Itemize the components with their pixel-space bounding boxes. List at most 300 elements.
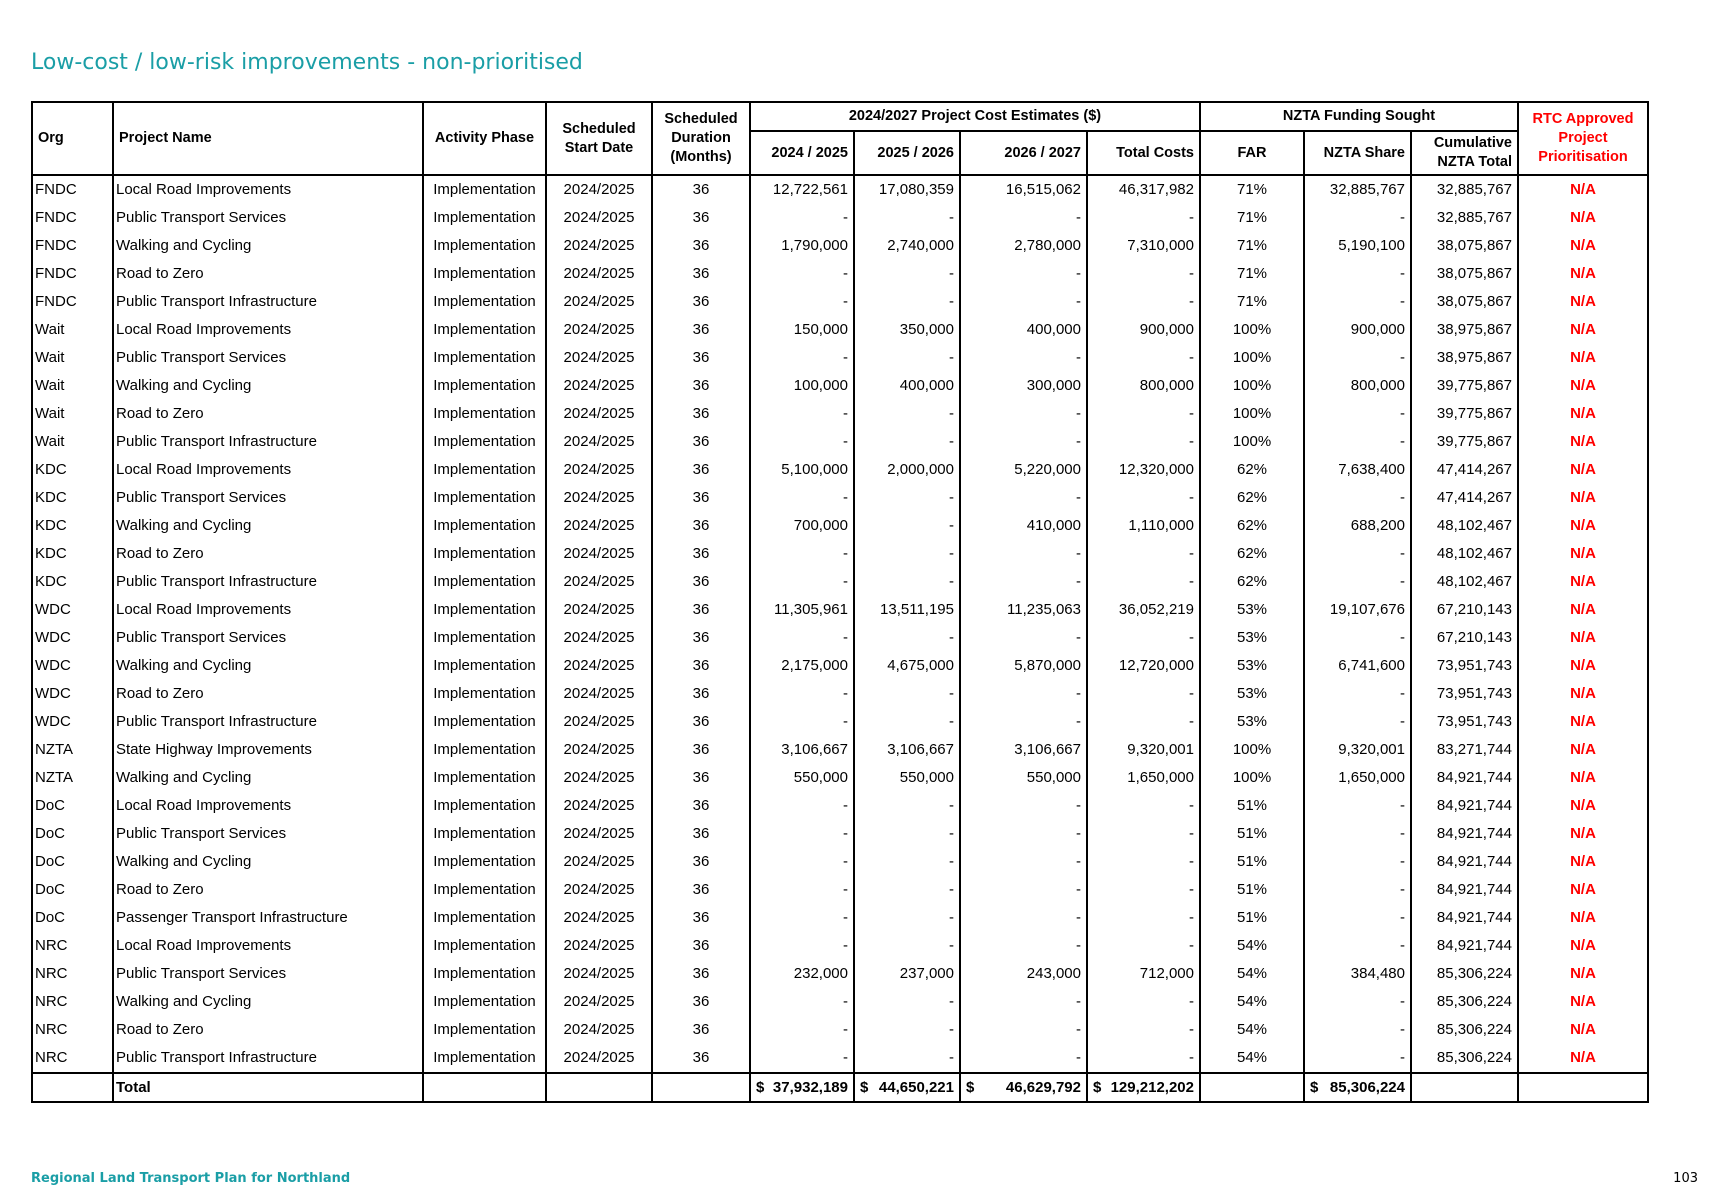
start-date-cell: 2024/2025 [546,652,652,680]
start-date-cell: 2024/2025 [546,736,652,764]
start-date-cell: 2024/2025 [546,540,652,568]
cost-2025-cell: - [854,400,960,428]
start-date-cell: 2024/2025 [546,792,652,820]
activity-phase-cell: Implementation [423,988,546,1016]
rtc-cell: N/A [1518,568,1648,596]
totals-far-cell [1200,1073,1304,1102]
far-cell: 100% [1200,316,1304,344]
activity-phase-cell: Implementation [423,736,546,764]
table-row [32,456,1648,484]
cost-2024-cell: - [750,204,854,232]
header-scheduled-duration: Scheduled Duration (Months) [652,102,750,175]
totals-nzta-share: $ 85,306,224 [1304,1073,1411,1102]
project-name-cell: Passenger Transport Infrastructure [113,904,423,932]
cumulative-cell: 47,414,267 [1411,484,1518,512]
project-name-cell: Walking and Cycling [113,988,423,1016]
table-row [32,288,1648,316]
rtc-cell: N/A [1518,232,1648,260]
cost-2025-cell: - [854,428,960,456]
project-name-cell: Road to Zero [113,680,423,708]
start-date-cell: 2024/2025 [546,876,652,904]
cumulative-cell: 38,075,867 [1411,232,1518,260]
duration-cell: 36 [652,512,750,540]
far-cell: 51% [1200,792,1304,820]
nzta-share-cell: 1,650,000 [1304,764,1411,792]
rtc-cell: N/A [1518,175,1648,204]
cost-2026-cell: 400,000 [960,316,1087,344]
table-row [32,400,1648,428]
cost-2024-cell: 150,000 [750,316,854,344]
header-rtc-approved: RTC Approved Project Prioritisation [1518,102,1648,175]
duration-cell: 36 [652,988,750,1016]
total-costs-cell: 1,110,000 [1087,512,1200,540]
start-date-cell: 2024/2025 [546,764,652,792]
cost-2025-cell: 350,000 [854,316,960,344]
rtc-cell: N/A [1518,540,1648,568]
duration-cell: 36 [652,596,750,624]
nzta-share-cell: - [1304,792,1411,820]
rtc-cell: N/A [1518,988,1648,1016]
table-row [32,1016,1648,1044]
total-costs-cell: - [1087,288,1200,316]
rtc-cell: N/A [1518,596,1648,624]
cost-2024-cell: - [750,680,854,708]
total-costs-cell: - [1087,624,1200,652]
start-date-cell: 2024/2025 [546,680,652,708]
activity-phase-cell: Implementation [423,1044,546,1073]
activity-phase-cell: Implementation [423,204,546,232]
cost-2025-cell: - [854,568,960,596]
table-row [32,512,1648,540]
cost-2025-cell: 400,000 [854,372,960,400]
org-cell: Wait [32,344,113,372]
cost-2024-cell: - [750,260,854,288]
cost-2024-cell: - [750,1044,854,1073]
cost-2026-cell: - [960,568,1087,596]
far-cell: 53% [1200,596,1304,624]
total-costs-cell: 7,310,000 [1087,232,1200,260]
duration-cell: 36 [652,680,750,708]
total-costs-cell: 12,320,000 [1087,456,1200,484]
cost-2025-cell: 13,511,195 [854,596,960,624]
cost-2026-cell: - [960,624,1087,652]
rtc-cell: N/A [1518,1044,1648,1073]
cost-2026-cell: - [960,680,1087,708]
project-name-cell: Public Transport Services [113,960,423,988]
table-row [32,988,1648,1016]
nzta-share-cell: 7,638,400 [1304,456,1411,484]
duration-cell: 36 [652,400,750,428]
table-row [32,876,1648,904]
page-number: 103 [1673,1171,1698,1186]
project-name-cell: Public Transport Infrastructure [113,568,423,596]
totals-org-cell [32,1073,113,1102]
totals-cumulative-cell [1411,1073,1518,1102]
duration-cell: 36 [652,1044,750,1073]
duration-cell: 36 [652,540,750,568]
nzta-share-cell: 384,480 [1304,960,1411,988]
total-costs-cell: - [1087,680,1200,708]
nzta-share-cell: - [1304,260,1411,288]
cost-2026-cell: - [960,1016,1087,1044]
cost-2024-cell: - [750,820,854,848]
project-name-cell: Public Transport Services [113,484,423,512]
cost-2026-cell: - [960,932,1087,960]
table-row [32,344,1648,372]
cost-2024-cell: - [750,792,854,820]
start-date-cell: 2024/2025 [546,904,652,932]
cumulative-cell: 47,414,267 [1411,456,1518,484]
cost-2024-cell: 700,000 [750,512,854,540]
far-cell: 71% [1200,288,1304,316]
start-date-cell: 2024/2025 [546,1016,652,1044]
cost-2026-cell: - [960,204,1087,232]
nzta-share-cell: - [1304,988,1411,1016]
org-cell: FNDC [32,232,113,260]
table-row [32,260,1648,288]
cumulative-cell: 73,951,743 [1411,708,1518,736]
cost-2024-cell: - [750,1016,854,1044]
cost-2025-cell: - [854,708,960,736]
total-costs-cell: - [1087,932,1200,960]
table-row [32,596,1648,624]
cumulative-cell: 73,951,743 [1411,652,1518,680]
table-row [32,428,1648,456]
header-far: FAR [1200,131,1304,175]
table-row [32,484,1648,512]
duration-cell: 36 [652,232,750,260]
total-costs-cell: - [1087,904,1200,932]
cost-2024-cell: - [750,400,854,428]
table-row [32,820,1648,848]
cost-2024-cell: - [750,540,854,568]
table-row [32,175,1648,204]
nzta-share-cell: - [1304,540,1411,568]
start-date-cell: 2024/2025 [546,820,652,848]
cost-2026-cell: 3,106,667 [960,736,1087,764]
total-costs-cell: 712,000 [1087,960,1200,988]
cost-2025-cell: 237,000 [854,960,960,988]
cost-2025-cell: - [854,540,960,568]
table-row [32,652,1648,680]
far-cell: 54% [1200,932,1304,960]
duration-cell: 36 [652,260,750,288]
nzta-share-cell: - [1304,624,1411,652]
far-cell: 51% [1200,820,1304,848]
nzta-share-cell: - [1304,568,1411,596]
total-costs-cell: - [1087,568,1200,596]
cumulative-cell: 73,951,743 [1411,680,1518,708]
cost-2025-cell: 17,080,359 [854,175,960,204]
org-cell: KDC [32,456,113,484]
duration-cell: 36 [652,456,750,484]
start-date-cell: 2024/2025 [546,456,652,484]
totals-row [32,1073,1648,1102]
table-row [32,316,1648,344]
cumulative-cell: 38,075,867 [1411,288,1518,316]
org-cell: KDC [32,568,113,596]
rtc-cell: N/A [1518,456,1648,484]
org-cell: FNDC [32,204,113,232]
table-row [32,708,1648,736]
activity-phase-cell: Implementation [423,512,546,540]
rtc-cell: N/A [1518,204,1648,232]
cumulative-cell: 85,306,224 [1411,960,1518,988]
activity-phase-cell: Implementation [423,456,546,484]
far-cell: 100% [1200,428,1304,456]
nzta-share-cell: - [1304,344,1411,372]
activity-phase-cell: Implementation [423,568,546,596]
cost-2025-cell: - [854,204,960,232]
duration-cell: 36 [652,204,750,232]
activity-phase-cell: Implementation [423,932,546,960]
total-costs-cell: - [1087,204,1200,232]
header-year-2025: 2025 / 2026 [854,131,960,175]
header-total-costs: Total Costs [1087,131,1200,175]
far-cell: 100% [1200,400,1304,428]
header-activity-phase: Activity Phase [423,102,546,175]
total-costs-cell: - [1087,848,1200,876]
start-date-cell: 2024/2025 [546,372,652,400]
total-costs-cell: 46,317,982 [1087,175,1200,204]
activity-phase-cell: Implementation [423,848,546,876]
nzta-share-cell: 688,200 [1304,512,1411,540]
activity-phase-cell: Implementation [423,960,546,988]
cost-2024-cell: - [750,876,854,904]
start-date-cell: 2024/2025 [546,288,652,316]
nzta-share-cell: - [1304,428,1411,456]
cost-2026-cell: 11,235,063 [960,596,1087,624]
cost-2024-cell: 2,175,000 [750,652,854,680]
far-cell: 62% [1200,568,1304,596]
cumulative-cell: 85,306,224 [1411,988,1518,1016]
cost-2024-cell: - [750,344,854,372]
total-costs-cell: - [1087,1016,1200,1044]
nzta-share-cell: 32,885,767 [1304,175,1411,204]
total-costs-cell: 800,000 [1087,372,1200,400]
cost-2024-cell: 100,000 [750,372,854,400]
activity-phase-cell: Implementation [423,288,546,316]
project-name-cell: Public Transport Infrastructure [113,288,423,316]
table-row [32,792,1648,820]
cost-2026-cell: - [960,344,1087,372]
projects-table [31,101,1649,1103]
cumulative-cell: 38,975,867 [1411,316,1518,344]
duration-cell: 36 [652,428,750,456]
rtc-cell: N/A [1518,1016,1648,1044]
totals-rtc-cell [1518,1073,1648,1102]
start-date-cell: 2024/2025 [546,624,652,652]
table-row [32,624,1648,652]
rtc-cell: N/A [1518,316,1648,344]
cost-2026-cell: 410,000 [960,512,1087,540]
cumulative-cell: 85,306,224 [1411,1044,1518,1073]
activity-phase-cell: Implementation [423,175,546,204]
nzta-share-cell: 19,107,676 [1304,596,1411,624]
table-row [32,372,1648,400]
start-date-cell: 2024/2025 [546,428,652,456]
cost-2025-cell: 550,000 [854,764,960,792]
org-cell: FNDC [32,260,113,288]
activity-phase-cell: Implementation [423,596,546,624]
org-cell: WDC [32,680,113,708]
table-row [32,736,1648,764]
cost-2026-cell: 550,000 [960,764,1087,792]
cost-2024-cell: - [750,708,854,736]
table-row [32,680,1648,708]
cost-2026-cell: 5,220,000 [960,456,1087,484]
cumulative-cell: 32,885,767 [1411,204,1518,232]
org-cell: NRC [32,1044,113,1073]
rtc-cell: N/A [1518,372,1648,400]
start-date-cell: 2024/2025 [546,232,652,260]
cost-2025-cell: - [854,1044,960,1073]
cost-2026-cell: - [960,988,1087,1016]
start-date-cell: 2024/2025 [546,1044,652,1073]
cost-2025-cell: 2,000,000 [854,456,960,484]
far-cell: 71% [1200,232,1304,260]
activity-phase-cell: Implementation [423,764,546,792]
total-costs-cell: 1,650,000 [1087,764,1200,792]
total-costs-cell: - [1087,428,1200,456]
duration-cell: 36 [652,848,750,876]
cumulative-cell: 39,775,867 [1411,400,1518,428]
rtc-cell: N/A [1518,848,1648,876]
cost-2026-cell: - [960,708,1087,736]
totals-year-2026: $ 46,629,792 [960,1073,1087,1102]
rtc-cell: N/A [1518,932,1648,960]
activity-phase-cell: Implementation [423,680,546,708]
total-costs-cell: - [1087,1044,1200,1073]
total-costs-cell: - [1087,876,1200,904]
project-name-cell: Public Transport Infrastructure [113,708,423,736]
cost-2026-cell: 5,870,000 [960,652,1087,680]
far-cell: 53% [1200,652,1304,680]
activity-phase-cell: Implementation [423,232,546,260]
org-cell: Wait [32,372,113,400]
table-row [32,960,1648,988]
nzta-share-cell: - [1304,484,1411,512]
cost-2026-cell: - [960,260,1087,288]
nzta-share-cell: - [1304,708,1411,736]
total-costs-cell: - [1087,708,1200,736]
cost-2025-cell: - [854,820,960,848]
rtc-cell: N/A [1518,260,1648,288]
duration-cell: 36 [652,876,750,904]
activity-phase-cell: Implementation [423,484,546,512]
table-row [32,764,1648,792]
cost-2024-cell: 5,100,000 [750,456,854,484]
cost-2024-cell: 550,000 [750,764,854,792]
cost-2025-cell: - [854,792,960,820]
total-costs-cell: - [1087,260,1200,288]
far-cell: 100% [1200,736,1304,764]
activity-phase-cell: Implementation [423,372,546,400]
project-name-cell: Local Road Improvements [113,932,423,960]
cumulative-cell: 84,921,744 [1411,904,1518,932]
cost-2026-cell: - [960,848,1087,876]
project-name-cell: Public Transport Services [113,204,423,232]
project-name-cell: Local Road Improvements [113,792,423,820]
start-date-cell: 2024/2025 [546,204,652,232]
start-date-cell: 2024/2025 [546,932,652,960]
cost-2025-cell: - [854,288,960,316]
org-cell: WDC [32,596,113,624]
table-row [32,932,1648,960]
far-cell: 53% [1200,708,1304,736]
org-cell: WDC [32,652,113,680]
activity-phase-cell: Implementation [423,820,546,848]
org-cell: DoC [32,904,113,932]
cost-2024-cell: - [750,904,854,932]
cumulative-cell: 84,921,744 [1411,876,1518,904]
org-cell: DoC [32,876,113,904]
project-name-cell: Local Road Improvements [113,316,423,344]
cost-2026-cell: 300,000 [960,372,1087,400]
start-date-cell: 2024/2025 [546,175,652,204]
cost-2024-cell: 11,305,961 [750,596,854,624]
duration-cell: 36 [652,316,750,344]
far-cell: 54% [1200,1016,1304,1044]
start-date-cell: 2024/2025 [546,960,652,988]
table-body [32,175,1648,1073]
table-row [32,1044,1648,1073]
table-row [32,904,1648,932]
project-name-cell: Walking and Cycling [113,652,423,680]
totals-label: Total [113,1073,423,1102]
cumulative-cell: 48,102,467 [1411,568,1518,596]
cumulative-cell: 38,975,867 [1411,344,1518,372]
nzta-share-cell: - [1304,876,1411,904]
org-cell: NRC [32,932,113,960]
org-cell: DoC [32,792,113,820]
cost-2025-cell: 2,740,000 [854,232,960,260]
cost-2026-cell: 16,515,062 [960,175,1087,204]
totals-year-2024: $ 37,932,189 [750,1073,854,1102]
far-cell: 51% [1200,876,1304,904]
cumulative-cell: 39,775,867 [1411,372,1518,400]
org-cell: WDC [32,624,113,652]
rtc-cell: N/A [1518,708,1648,736]
header-funding-sought-group: NZTA Funding Sought [1200,102,1518,131]
far-cell: 100% [1200,344,1304,372]
total-costs-cell: - [1087,400,1200,428]
activity-phase-cell: Implementation [423,428,546,456]
org-cell: DoC [32,820,113,848]
total-costs-cell: - [1087,540,1200,568]
cost-2025-cell: - [854,876,960,904]
nzta-share-cell: - [1304,904,1411,932]
duration-cell: 36 [652,484,750,512]
total-costs-cell: - [1087,988,1200,1016]
rtc-cell: N/A [1518,484,1648,512]
rtc-cell: N/A [1518,764,1648,792]
cumulative-cell: 48,102,467 [1411,512,1518,540]
page-title: Low-cost / low-risk improvements - non-prioritised [31,50,583,75]
totals-duration-cell [652,1073,750,1102]
cost-2024-cell: - [750,568,854,596]
nzta-share-cell: 800,000 [1304,372,1411,400]
cost-2025-cell: - [854,512,960,540]
far-cell: 51% [1200,848,1304,876]
project-name-cell: Local Road Improvements [113,175,423,204]
header-nzta-share: NZTA Share [1304,131,1411,175]
total-costs-cell: - [1087,484,1200,512]
nzta-share-cell: - [1304,288,1411,316]
start-date-cell: 2024/2025 [546,316,652,344]
org-cell: NZTA [32,736,113,764]
rtc-cell: N/A [1518,904,1648,932]
